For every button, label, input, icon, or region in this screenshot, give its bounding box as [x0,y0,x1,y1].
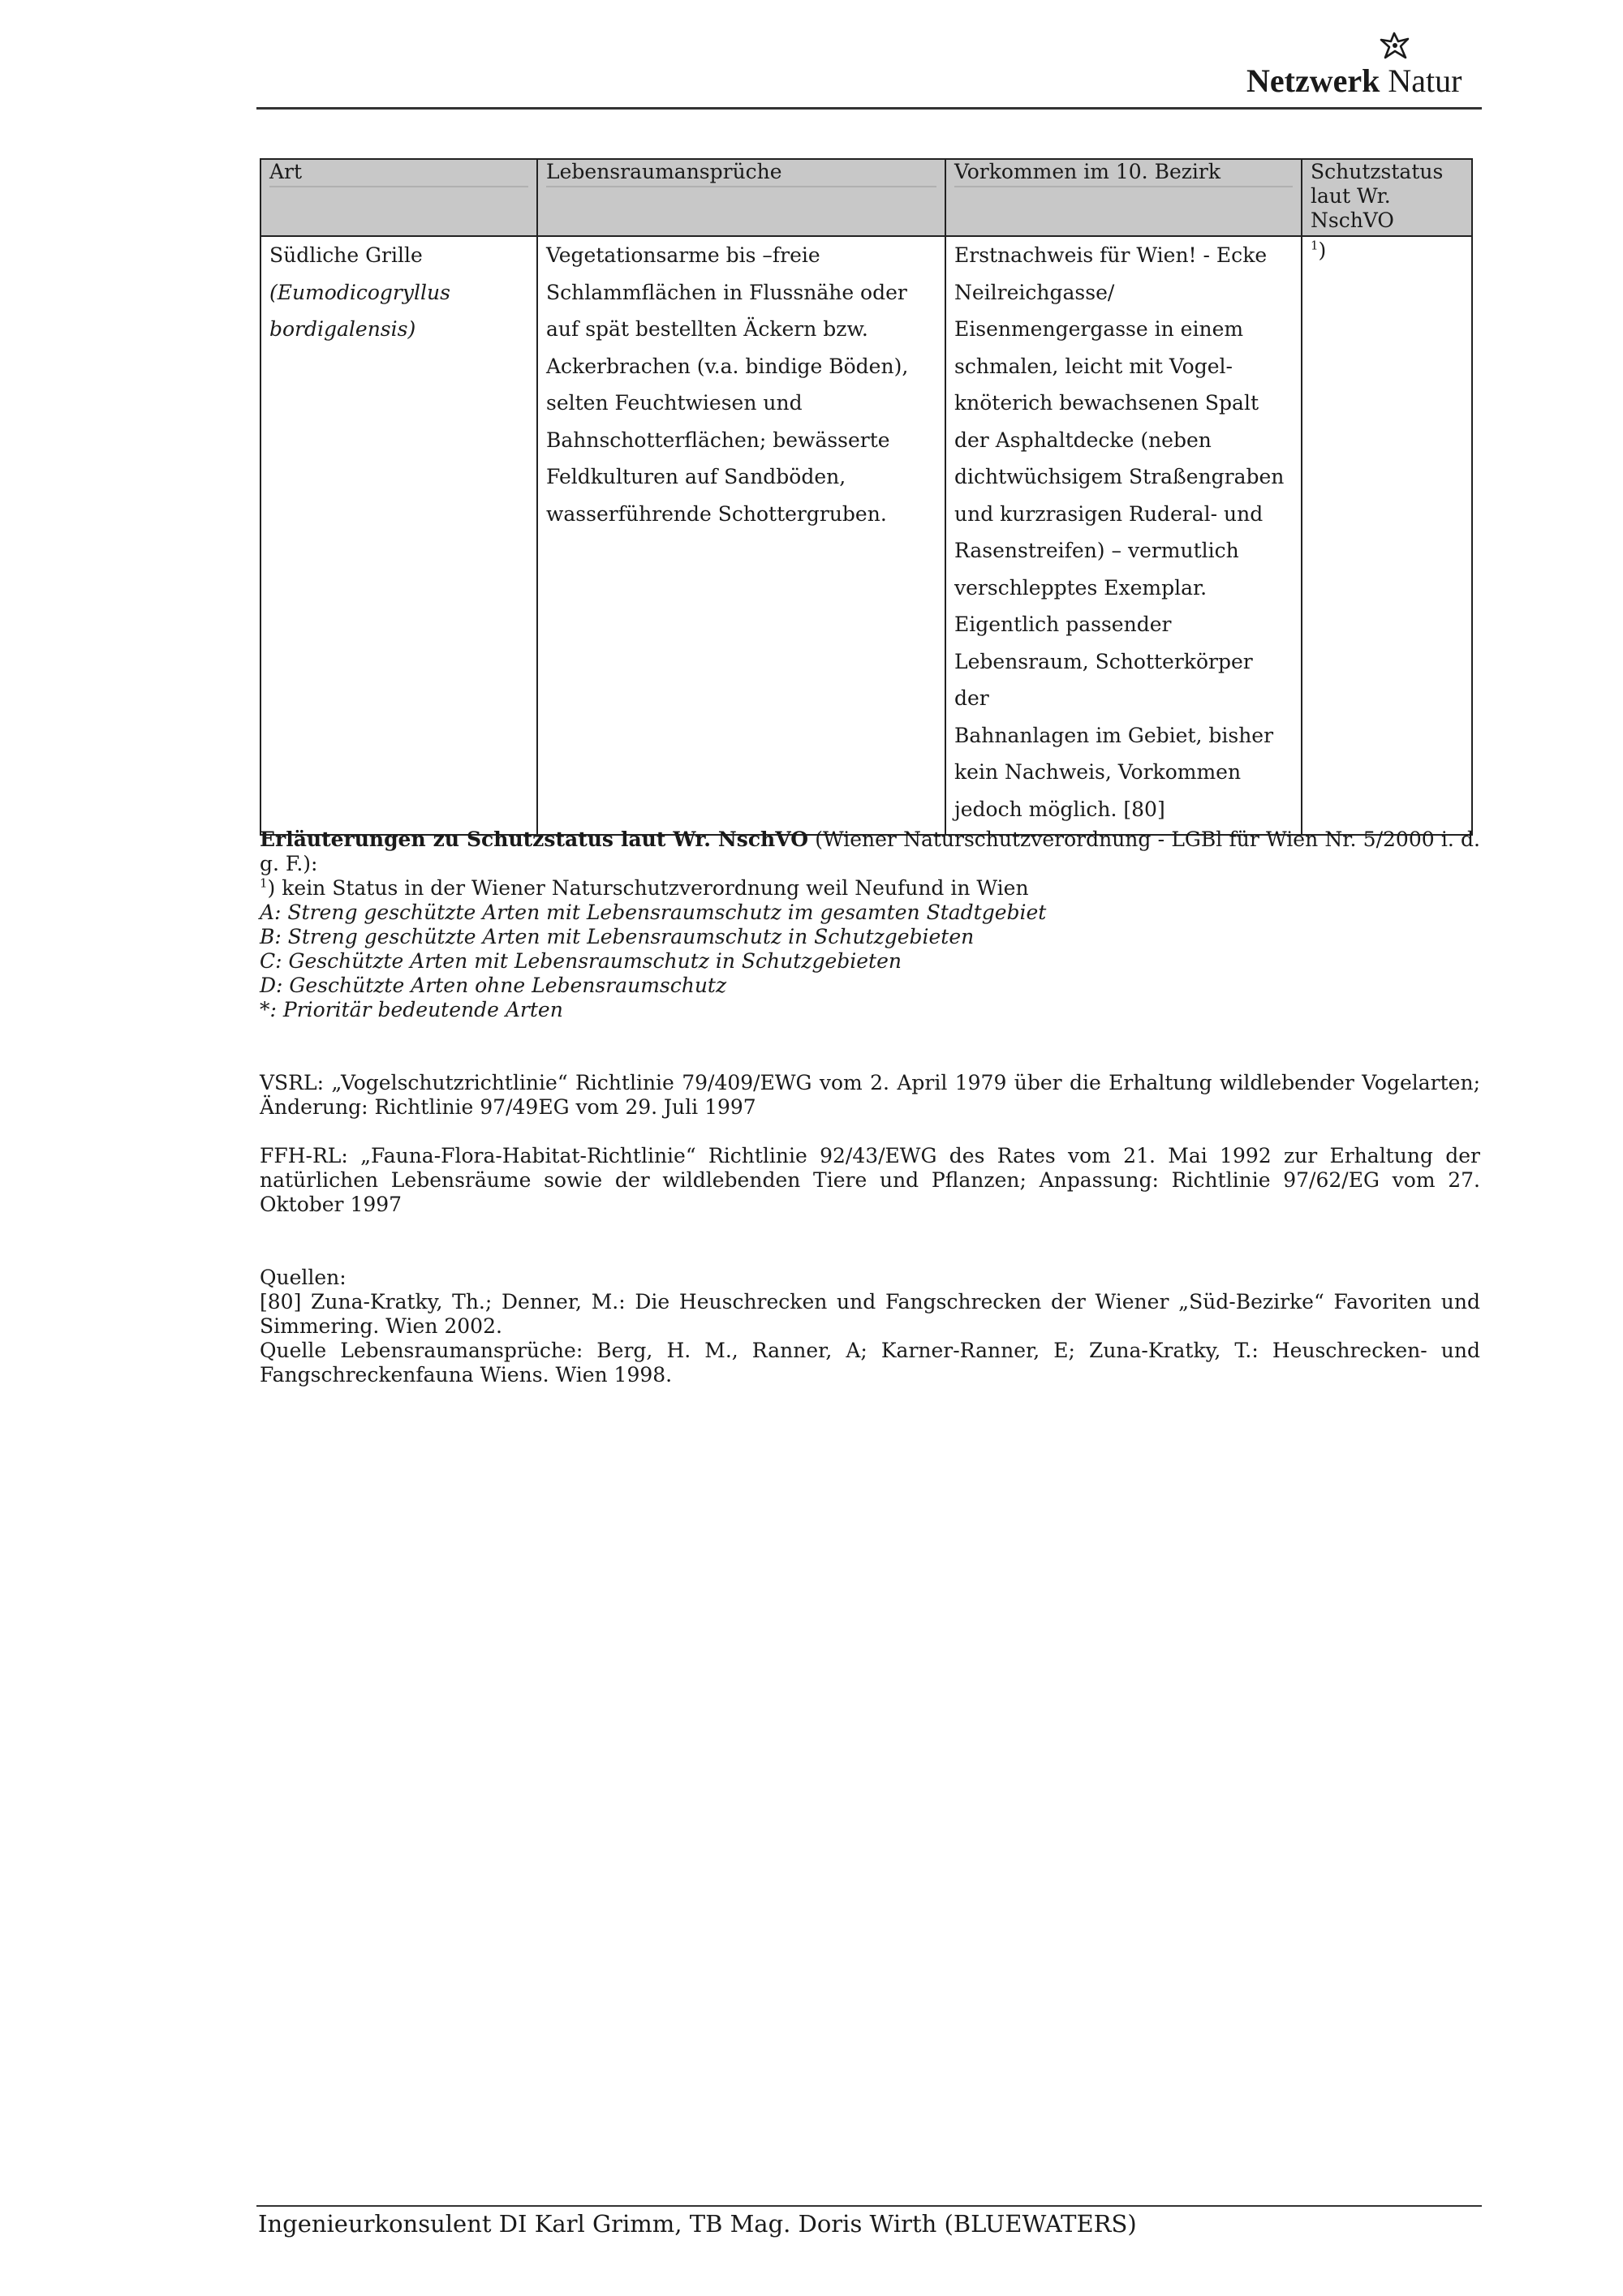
source-80: [80] Zuna-Kratky, Th.; Denner, M.: Die Heuschrecken und Fangschrecken der Wiener „Süd-Bezirke“ Favoriten und Simmering. Wien 2002. [260,1290,1480,1338]
cell-lebensraum: Vegetationsarme bis –freie Schlammflächen in Flussnähe oder auf spät bestellten Äckern bzw. Ackerbrachen (v.a. bindige Böden), selten Feuchtwiesen und Bahnschotterflächen; bewässerte Feldkulturen auf Sandböden, wasserführende Schottergruben. [537,236,945,835]
footnote-1: $^1$) kein Status in der Wiener Naturschutzverordnung weil Neufund in Wien [260,875,1029,900]
header-schutzstatus: Schutzstatus laut Wr. NschVO [1302,159,1472,236]
category-d: D: Geschützte Arten ohne Lebensraumschutz [260,974,727,997]
sources-title: Quellen: [260,1266,347,1289]
category-priority: *: Prioritär bedeutende Arten [260,998,563,1021]
category-a: A: Streng geschützte Arten mit Lebensraumschutz im gesamten Stadtgebiet [260,901,1047,924]
species-latin-name: bordigalensis) [269,317,416,341]
header-logo [1246,31,1482,97]
cell-art [260,236,537,835]
footer-text: Ingenieurkonsulent DI Karl Grimm, TB Mag. Doris Wirth (BLUEWATERS) [258,2210,1137,2238]
species-table [260,158,1473,836]
footnote-marker: 1 [1311,238,1319,253]
notes-heading: Erläuterungen zu Schutzstatus laut Wr. NschVO (Wiener Naturschutzverordnung - LGBl für Wien Nr. 5/2000 i. d. g. F.): [260,828,1480,875]
category-b: B: Streng geschützte Arten mit Lebensraumschutz in Schutzgebieten [260,925,975,948]
ffh-note: FFH-RL: „Fauna-Flora-Habitat-Richtlinie“ Richtlinie 92/43/EWG des Rates vom 21. Mai 1992 zur Erhaltung der natürlichen Lebensräume sowie der wildlebenden Tiere und Pflanzen; Anpassung: Richtlinie 97/62/EG vom 27. Oktober 1997 [260,1144,1480,1216]
notes-section [260,828,1480,1387]
header-vorkommen: Vorkommen im 10. Bezirk [945,159,1302,236]
logo-bold: Netzwerk [1246,62,1380,99]
header-lebensraum: Lebensraumansprüche [537,159,945,236]
vsrl-note: VSRL: „Vogelschutzrichtlinie“ Richtlinie 79/409/EWG vom 2. April 1979 über die Erhaltung wildlebender Vogelarten; Änderung: Richtlinie 97/49EG vom 29. Juli 1997 [260,1071,1480,1119]
cell-schutzstatus: $^1$) [1302,236,1472,835]
star-figure-icon [1376,31,1414,62]
header-art: Art [260,159,537,236]
header-divider [256,107,1482,110]
source-lebensraum: Quelle Lebensraumansprüche: Berg, H. M., Ranner, A; Karner-Ranner, E; Zuna-Kratky, T.: Heuschrecken- und Fangschreckenfauna Wiens. Wien 1998. [260,1339,1480,1387]
table-header-row [260,159,1472,236]
species-latin-name: (Eumodicogryllus [269,280,450,304]
cell-vorkommen: Erstnachweis für Wien! - Ecke Neilreichgasse/ Eisenmengergasse in einem schmalen, leicht mit Vogel- knöterich bewachsenen Spalt der Asphaltdecke (neben dichtwüchsigem Straßengraben und kurzrasigen Ruderal- und Rasenstreifen) – vermutlich verschlepptes Exemplar. Eigentlich passender Lebensraum, Schotterkörper der Bahnanlagen im Gebiet, bisher kein Nachweis, Vorkommen jedoch möglich. [80] [945,236,1302,835]
table-row [260,236,1472,835]
logo-regular: Natur [1388,62,1462,99]
category-c: C: Geschützte Arten mit Lebensraumschutz in Schutzgebieten [260,949,902,973]
footer-divider [256,2205,1482,2207]
logo-wordmark [1246,62,1462,100]
species-common-name: Südliche Grille [269,243,423,267]
